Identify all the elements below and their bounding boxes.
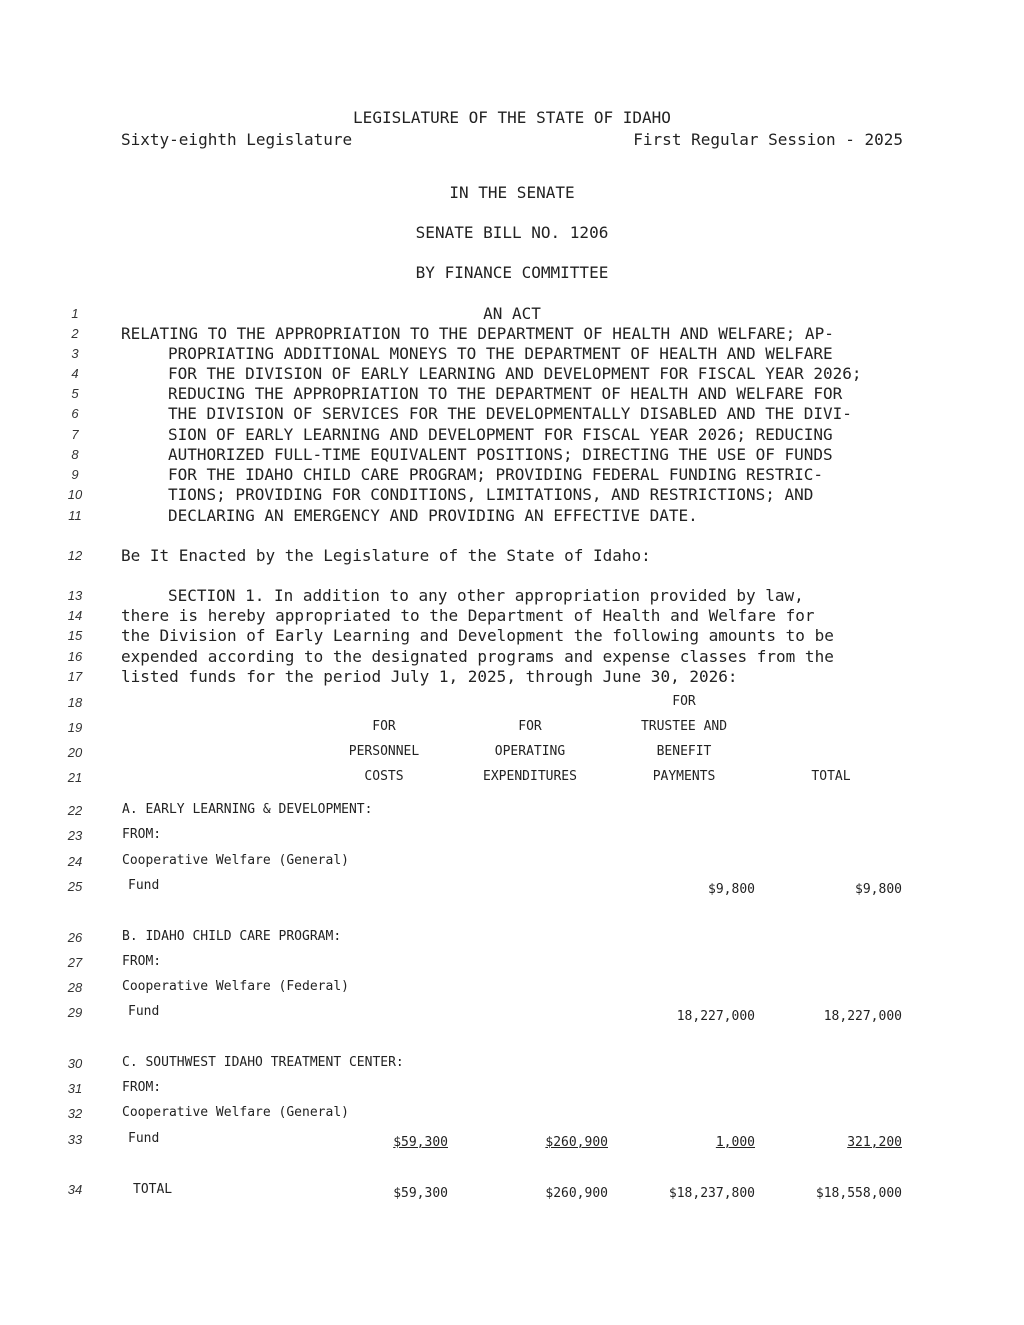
act-line xyxy=(168,485,904,504)
total-trustee: $18,237,800 xyxy=(668,1186,755,1201)
bill-number: SENATE BILL NO. 1206 xyxy=(415,223,609,242)
total-value: 18,227,000 xyxy=(823,1009,902,1024)
col-header-trustee: TRUSTEE AND xyxy=(640,719,728,734)
total-value xyxy=(750,1135,902,1150)
line-number: 33 xyxy=(67,1132,83,1147)
col-header-total: TOTAL xyxy=(811,769,851,784)
line-number: 26 xyxy=(67,930,83,945)
line-number: 25 xyxy=(67,879,83,894)
program-fund-suffix: Fund xyxy=(128,1131,160,1146)
line-number: 7 xyxy=(71,427,79,442)
line-number: 34 xyxy=(67,1182,83,1197)
col-header-operating: OPERATING xyxy=(494,744,566,759)
line-number: 24 xyxy=(67,854,83,869)
line-number: 13 xyxy=(67,588,83,603)
line-number: 23 xyxy=(67,828,83,843)
act-line xyxy=(121,324,904,343)
section-text: expended according to the designated programs and expense classes from the xyxy=(121,647,834,666)
line-number: 22 xyxy=(67,803,83,818)
col-header-personnel: COSTS xyxy=(364,769,404,784)
trustee-value: 18,227,000 xyxy=(676,1009,755,1024)
section-line xyxy=(121,606,904,625)
program-fund-suffix: Fund xyxy=(128,1004,160,1019)
section-text: there is hereby appropriated to the Department of Health and Welfare for xyxy=(121,606,815,625)
line-number: 8 xyxy=(71,447,79,462)
line-number: 17 xyxy=(67,669,83,684)
program-fund-suffix: Fund xyxy=(128,878,160,893)
col-header-personnel: FOR xyxy=(372,719,396,734)
line-number: 21 xyxy=(67,770,83,785)
act-line: DECLARING AN EMERGENCY AND PROVIDING AN EFFECTIVE DATE. xyxy=(168,506,698,525)
act-text: FOR THE DIVISION OF EARLY LEARNING AND DEVELOPMENT FOR FISCAL YEAR 2026; xyxy=(168,364,862,383)
total-operating: $260,900 xyxy=(545,1186,608,1201)
total-label: TOTAL xyxy=(133,1182,173,1197)
line-number: 29 xyxy=(67,1005,83,1020)
col-header-trustee: FOR xyxy=(672,694,696,709)
act-line xyxy=(168,425,904,444)
act-text: REDUCING THE APPROPRIATION TO THE DEPARTMENT OF HEALTH AND WELFARE FOR xyxy=(168,384,843,403)
line-number: 16 xyxy=(67,649,83,664)
section-text: the Division of Early Learning and Development the following amounts to be xyxy=(121,626,834,645)
line-number: 14 xyxy=(67,608,83,623)
line-number: 20 xyxy=(67,745,83,760)
act-text: AUTHORIZED FULL-TIME EQUIVALENT POSITIONS; DIRECTING THE USE OF FUNDS xyxy=(168,445,833,464)
col-header-operating: FOR xyxy=(518,719,542,734)
col-header-trustee: PAYMENTS xyxy=(652,769,716,784)
trustee-value: $9,800 xyxy=(708,882,755,897)
line-number: 30 xyxy=(67,1056,83,1071)
col-header-personnel: PERSONNEL xyxy=(348,744,420,759)
line-number: 28 xyxy=(67,980,83,995)
program-fund: Cooperative Welfare (General) xyxy=(122,853,349,868)
act-line xyxy=(168,465,904,484)
act-line xyxy=(168,404,904,423)
operating-value xyxy=(460,1135,608,1150)
session-right: First Regular Session - 2025 xyxy=(633,130,903,149)
program-fund: Cooperative Welfare (General) xyxy=(122,1105,349,1120)
personnel-value xyxy=(300,1135,448,1150)
legislature-title: LEGISLATURE OF THE STATE OF IDAHO xyxy=(353,108,671,127)
line-number: 4 xyxy=(71,366,79,381)
trustee-value xyxy=(600,1135,755,1150)
line-number: 11 xyxy=(68,508,82,523)
act-text: FOR THE IDAHO CHILD CARE PROGRAM; PROVIDING FEDERAL FUNDING RESTRIC- xyxy=(168,465,824,484)
program-fund: Cooperative Welfare (Federal) xyxy=(122,979,349,994)
session-left: Sixty-eighth Legislature xyxy=(121,130,353,149)
section-line xyxy=(168,586,904,605)
total-personnel: $59,300 xyxy=(393,1186,448,1201)
act-text: RELATING TO THE APPROPRIATION TO THE DEPARTMENT OF HEALTH AND WELFARE; AP- xyxy=(121,324,834,343)
program-from: FROM: xyxy=(122,827,162,842)
grand-total: $18,558,000 xyxy=(815,1186,902,1201)
line-number: 9 xyxy=(71,467,79,482)
line-number: 27 xyxy=(67,955,83,970)
section-text: SECTION 1. In addition to any other appropriation provided by law, xyxy=(168,586,804,605)
section-line xyxy=(121,647,904,666)
program-from: FROM: xyxy=(122,954,162,969)
line-number: 18 xyxy=(67,695,83,710)
line-number: 12 xyxy=(67,548,83,563)
act-text: THE DIVISION OF SERVICES FOR THE DEVELOPMENTALLY DISABLED AND THE DIVI- xyxy=(168,404,852,423)
act-line xyxy=(168,445,904,464)
act-line xyxy=(168,364,904,383)
trustee-value-text: 1,000 xyxy=(715,1135,755,1150)
sponsor: BY FINANCE COMMITTEE xyxy=(415,263,609,282)
total-value: $9,800 xyxy=(855,882,902,897)
act-text: SION OF EARLY LEARNING AND DEVELOPMENT FOR FISCAL YEAR 2026; REDUCING xyxy=(168,425,833,444)
total-value-text: 321,200 xyxy=(847,1135,902,1150)
enacting-clause: Be It Enacted by the Legislature of the State of Idaho: xyxy=(121,546,651,565)
line-number: 19 xyxy=(67,720,83,735)
line-number: 15 xyxy=(67,628,83,643)
line-number: 5 xyxy=(71,386,79,401)
col-header-trustee: BENEFIT xyxy=(656,744,712,759)
act-text: PROPRIATING ADDITIONAL MONEYS TO THE DEPARTMENT OF HEALTH AND WELFARE xyxy=(168,344,833,363)
line-number: 31 xyxy=(67,1081,83,1096)
line-number: 32 xyxy=(67,1106,83,1121)
chamber: IN THE SENATE xyxy=(449,183,575,202)
section-line: listed funds for the period July 1, 2025, through June 30, 2026: xyxy=(121,667,738,686)
operating-value-text: $260,900 xyxy=(545,1135,608,1150)
personnel-value-text: $59,300 xyxy=(393,1135,448,1150)
section-line xyxy=(121,626,904,645)
line-number: 10 xyxy=(67,487,83,502)
act-title: AN ACT xyxy=(483,304,541,323)
act-line xyxy=(168,344,904,363)
program-heading: A. EARLY LEARNING & DEVELOPMENT: xyxy=(122,802,373,817)
col-header-operating: EXPENDITURES xyxy=(483,769,577,784)
line-number: 3 xyxy=(71,346,79,361)
program-heading: C. SOUTHWEST IDAHO TREATMENT CENTER: xyxy=(122,1055,404,1070)
program-heading: B. IDAHO CHILD CARE PROGRAM: xyxy=(122,929,342,944)
act-text: TIONS; PROVIDING FOR CONDITIONS, LIMITATIONS, AND RESTRICTIONS; AND xyxy=(168,485,814,504)
program-from: FROM: xyxy=(122,1080,162,1095)
line-number: 6 xyxy=(71,406,79,421)
line-number: 2 xyxy=(71,326,79,341)
act-line xyxy=(168,384,904,403)
line-number: 1 xyxy=(71,306,79,321)
